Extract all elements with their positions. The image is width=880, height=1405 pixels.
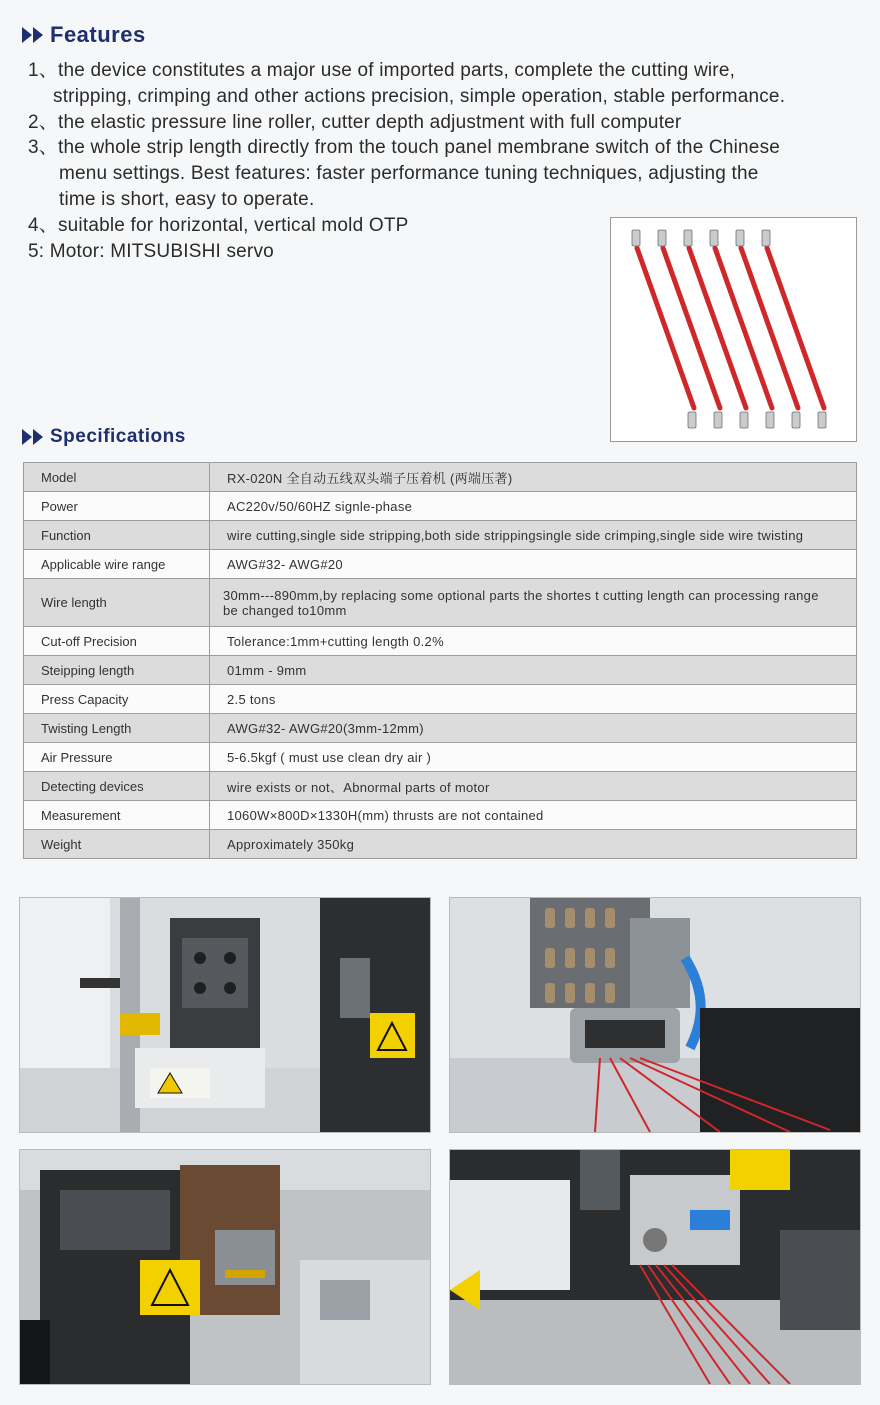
features-title: Features <box>50 22 146 47</box>
spec-label: Twisting Length <box>24 714 210 743</box>
terminal-icon <box>762 230 770 246</box>
spec-value: wire exists or not、Abnormal parts of motor <box>210 772 857 801</box>
red-wire <box>689 248 746 408</box>
feature-line: 2、the elastic pressure line roller, cutter depth adjustment with full computer <box>28 111 682 133</box>
spec-value: 30mm---890mm,by replacing some optional parts the shortes t cutting length can processing range be changed to10mm <box>210 579 857 627</box>
terminal-icon <box>766 412 774 428</box>
terminal-icon <box>714 412 722 428</box>
spec-value: 5-6.5kgf ( must use clean dry air ) <box>210 743 857 772</box>
spec-label: Detecting devices <box>24 772 210 801</box>
table-row <box>24 714 857 743</box>
machine-photo-terminal-press <box>19 1149 431 1385</box>
feature-line: stripping, crimping and other actions precision, simple operation, stable performance. <box>53 85 786 107</box>
red-wire <box>663 248 720 408</box>
spec-value: Tolerance:1mm+cutting length 0.2% <box>210 627 857 656</box>
table-row <box>24 463 857 492</box>
spec-label: Measurement <box>24 801 210 830</box>
spec-value: RX-020N 全自动五线双头端子压着机 (两端压著) <box>210 463 857 492</box>
spec-value: 1060W×800D×1330H(mm) thrusts are not contained <box>210 801 857 830</box>
table-row <box>24 830 857 859</box>
spec-label: Function <box>24 521 210 550</box>
spec-label: Wire length <box>24 579 210 627</box>
terminal-icon <box>632 230 640 246</box>
feature-line: 5: Motor: MITSUBISHI servo <box>28 240 274 262</box>
table-row <box>24 743 857 772</box>
terminal-icon <box>792 412 800 428</box>
terminal-icon <box>684 230 692 246</box>
red-wire <box>741 248 798 408</box>
table-row <box>24 521 857 550</box>
machine-photo-stripping-unit <box>449 1149 861 1385</box>
spec-label: Model <box>24 463 210 492</box>
terminal-icon <box>736 230 744 246</box>
table-row <box>24 656 857 685</box>
spec-label: Steipping length <box>24 656 210 685</box>
spec-value: 2.5 tons <box>210 685 857 714</box>
table-row <box>24 685 857 714</box>
spec-label: Weight <box>24 830 210 859</box>
spec-label: Cut-off Precision <box>24 627 210 656</box>
double-arrow-icon <box>22 429 44 445</box>
terminal-icon <box>818 412 826 428</box>
feature-line: 3、the whole strip length directly from the touch panel membrane switch of the Chinese <box>28 137 781 159</box>
spec-label: Power <box>24 492 210 521</box>
machine-photo-wire-feed-rollers <box>449 897 861 1133</box>
spec-value: 01mm - 9mm <box>210 656 857 685</box>
table-row <box>24 492 857 521</box>
red-wire <box>637 248 694 408</box>
spec-value: Approximately 350kg <box>210 830 857 859</box>
table-row <box>24 550 857 579</box>
terminal-icon <box>658 230 666 246</box>
spec-label: Press Capacity <box>24 685 210 714</box>
table-row <box>24 579 857 627</box>
machine-photo-crimping-unit <box>19 897 431 1133</box>
feature-line: menu settings. Best features: faster performance tuning techniques, adjusting the <box>59 163 759 185</box>
spec-value: wire cutting,single side stripping,both side strippingsingle side crimping,single side wire twisting <box>210 521 857 550</box>
wire-harness-image <box>610 217 857 442</box>
spec-value: AWG#32- AWG#20(3mm-12mm) <box>210 714 857 743</box>
spec-label: Air Pressure <box>24 743 210 772</box>
spec-label: Applicable wire range <box>24 550 210 579</box>
red-wire <box>767 248 824 408</box>
wire-harness-illustration <box>611 218 856 441</box>
terminal-icon <box>710 230 718 246</box>
specifications-table <box>23 462 857 859</box>
specifications-heading <box>22 426 186 448</box>
specifications-title: Specifications <box>50 426 186 447</box>
table-row <box>24 772 857 801</box>
red-wire <box>715 248 772 408</box>
terminal-icon <box>688 412 696 428</box>
feature-line: 4、suitable for horizontal, vertical mold OTP <box>28 214 409 236</box>
features-heading <box>22 22 146 48</box>
spec-value: AC220v/50/60HZ signle-phase <box>210 492 857 521</box>
double-arrow-icon <box>22 27 44 43</box>
table-row <box>24 627 857 656</box>
terminal-icon <box>740 412 748 428</box>
spec-value: AWG#32- AWG#20 <box>210 550 857 579</box>
feature-line: 1、the device constitutes a major use of imported parts, complete the cutting wire, <box>28 60 736 81</box>
table-row <box>24 801 857 830</box>
feature-line: time is short, easy to operate. <box>59 188 315 210</box>
